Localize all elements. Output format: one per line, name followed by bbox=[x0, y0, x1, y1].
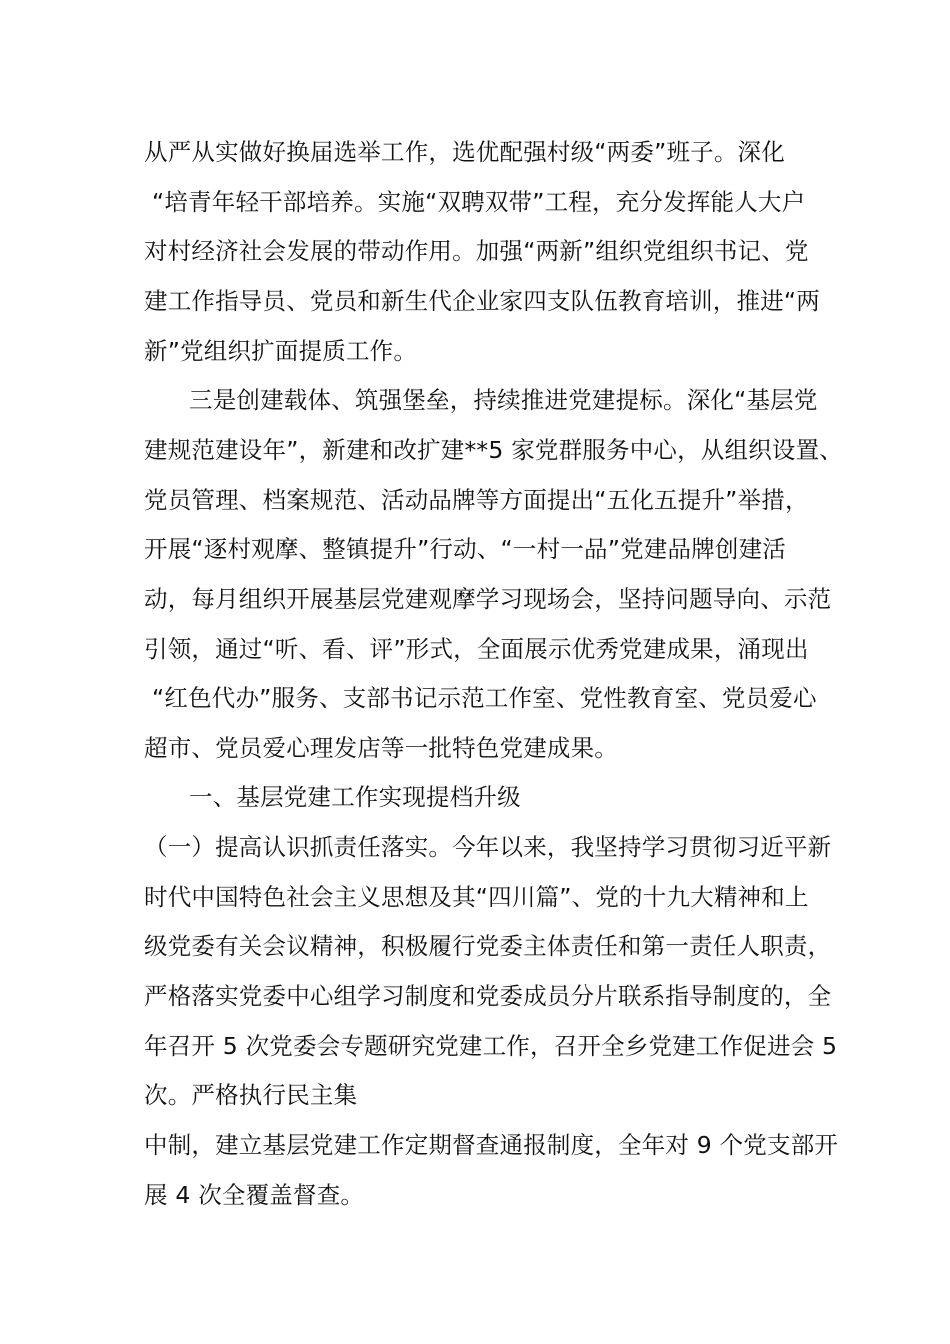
text-line: 三是创建载体、筑强堡垒，持续推进党建提标。深化“基层党 bbox=[189, 386, 818, 414]
text-line: 级党委有关会议精神，积极履行党委主体责任和第一责任人职责， bbox=[144, 932, 832, 960]
text-line: 党员管理、档案规范、活动品牌等方面提出“五化五提升”举措， bbox=[144, 486, 809, 514]
text-line: 从严从实做好换届选举工作，选优配强村级“两委”班子。深化 bbox=[144, 138, 785, 166]
text-line: “红色代办”服务、支部书记示范工作室、党性教育室、党员爱心 bbox=[152, 684, 817, 712]
text-line: 超市、党员爱心理发店等一批特色党建成果。 bbox=[144, 734, 618, 762]
text-line: “培青年轻干部培养。实施“双聘双带”工程，充分发挥能人大户 bbox=[152, 188, 806, 216]
text-line: 建规范建设年”，新建和改扩建**5 家党群服务中心，从组织设置、 bbox=[144, 436, 843, 464]
text-line: 展 4 次全覆盖督查。 bbox=[144, 1181, 365, 1209]
text-line: 年召开 5 次党委会专题研究党建工作，召开全乡党建工作促进会 5 bbox=[144, 1032, 838, 1060]
text-line: 严格落实党委中心组学习制度和党委成员分片联系指导制度的，全 bbox=[144, 982, 832, 1010]
text-line: 引领，通过“听、看、评”形式，全面展示优秀党建成果，涌现出 bbox=[144, 635, 809, 663]
section-heading: 一、基层党建工作实现提档升级 bbox=[189, 783, 521, 811]
text-line: 建工作指导员、党员和新生代企业家四支队伍教育培训，推进“两 bbox=[144, 287, 820, 315]
text-line: 对村经济社会发展的带动作用。加强“两新”组织党组织书记、党 bbox=[144, 237, 809, 265]
text-line: 新”党组织扩面提质工作。 bbox=[144, 337, 418, 365]
text-line: 开展“逐村观摩、整镇提升”行动、“一村一品”党建品牌创建活 bbox=[144, 535, 786, 563]
text-line: 动，每月组织开展基层党建观摩学习现场会，坚持问题导向、示范 bbox=[144, 585, 832, 613]
text-line: （一）提高认识抓责任落实。今年以来，我坚持学习贯彻习近平新 bbox=[144, 833, 832, 861]
text-line: 次。严格执行民主集 bbox=[144, 1081, 358, 1109]
text-line: 时代中国特色社会主义思想及其“四川篇”、党的十九大精神和上 bbox=[144, 883, 809, 911]
text-line: 中制，建立基层党建工作定期督查通报制度，全年对 9 个党支部开 bbox=[144, 1131, 839, 1159]
